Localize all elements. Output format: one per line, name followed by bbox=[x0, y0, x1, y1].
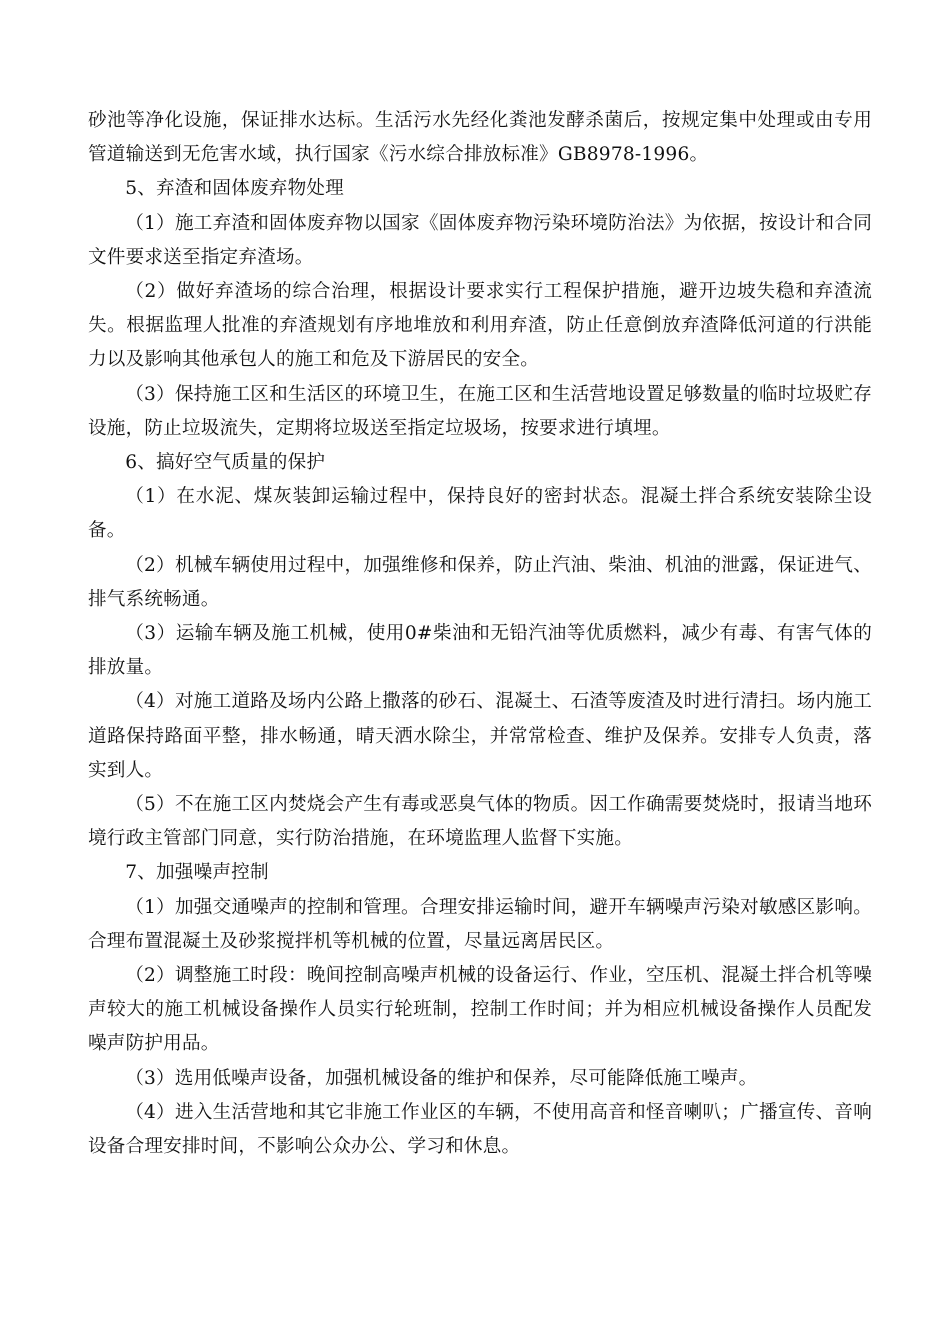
paragraph-air-4: （4）对施工道路及场内公路上撒落的砂石、混凝土、石渣等废渣及时进行清扫。场内施工道路保持路面平整，排水畅通，晴天洒水除尘，并常常检查、维护及保养。安排专人负责，落实到人。 bbox=[88, 691, 872, 781]
paragraph-noise-1: （1）加强交通噪声的控制和管理。合理安排运输时间，避开车辆噪声污染对敏感区影响。合理布置混凝土及砂浆搅拌机等机械的位置，尽量远离居民区。 bbox=[88, 896, 872, 952]
heading-air-quality: 6、搞好空气质量的保护 bbox=[125, 452, 326, 474]
paragraph-air-3: （3）运输车辆及施工机械，使用0#柴油和无铅汽油等优质燃料，减少有毒、有害气体的排放量。 bbox=[88, 623, 872, 679]
paragraph-noise-3: （3）选用低噪声设备，加强机械设备的维护和保养，尽可能降低施工噪声。 bbox=[125, 1067, 758, 1089]
paragraph-air-2: （2）机械车辆使用过程中，加强维修和保养，防止汽油、柴油、机油的泄露，保证进气、排气系统畅通。 bbox=[88, 554, 872, 610]
paragraph-air-1: （1）在水泥、煤灰装卸运输过程中，保持良好的密封状态。混凝土拌合系统安装除尘设备。 bbox=[88, 486, 872, 542]
heading-noise-control: 7、加强噪声控制 bbox=[125, 862, 269, 884]
paragraph-waste-2: （2）做好弃渣场的综合治理，根据设计要求实行工程保护措施，避开边坡失稳和弃渣流失。根据监理人批准的弃渣规划有序地堆放和利用弃渣，防止任意倒放弃渣降低河道的行洪能力以及影响其他承包人的施工和危及下游居民的安全。 bbox=[88, 281, 872, 371]
document-body bbox=[88, 104, 872, 1164]
heading-waste-disposal: 5、弃渣和固体废弃物处理 bbox=[125, 178, 344, 200]
paragraph-waste-3: （3）保持施工区和生活区的环境卫生，在施工区和生活营地设置足够数量的临时垃圾贮存设施，防止垃圾流失，定期将垃圾送至指定垃圾场，按要求进行填埋。 bbox=[88, 383, 872, 439]
paragraph-sewage-treatment: 砂池等净化设施，保证排水达标。生活污水先经化粪池发酵杀菌后，按规定集中处理或由专用管道输送到无危害水域，执行国家《污水综合排放标准》GB8978-1996。 bbox=[88, 110, 872, 166]
paragraph-noise-4: （4）进入生活营地和其它非施工作业区的车辆，不使用高音和怪音喇叭；广播宣传、音响设备合理安排时间，不影响公众办公、学习和休息。 bbox=[88, 1101, 872, 1158]
paragraph-noise-2: （2）调整施工时段：晚间控制高噪声机械的设备运行、作业，空压机、混凝土拌合机等噪声较大的施工机械设备操作人员实行轮班制，控制工作时间；并为相应机械设备操作人员配发噪声防护用品。 bbox=[88, 965, 872, 1055]
paragraph-air-5: （5）不在施工区内焚烧会产生有毒或恶臭气体的物质。因工作确需要焚烧时，报请当地环境行政主管部门同意，实行防治措施，在环境监理人监督下实施。 bbox=[88, 794, 872, 850]
paragraph-waste-1: （1）施工弃渣和固体废弃物以国家《固体废弃物污染环境防治法》为依据，按设计和合同文件要求送至指定弃渣场。 bbox=[88, 212, 872, 268]
